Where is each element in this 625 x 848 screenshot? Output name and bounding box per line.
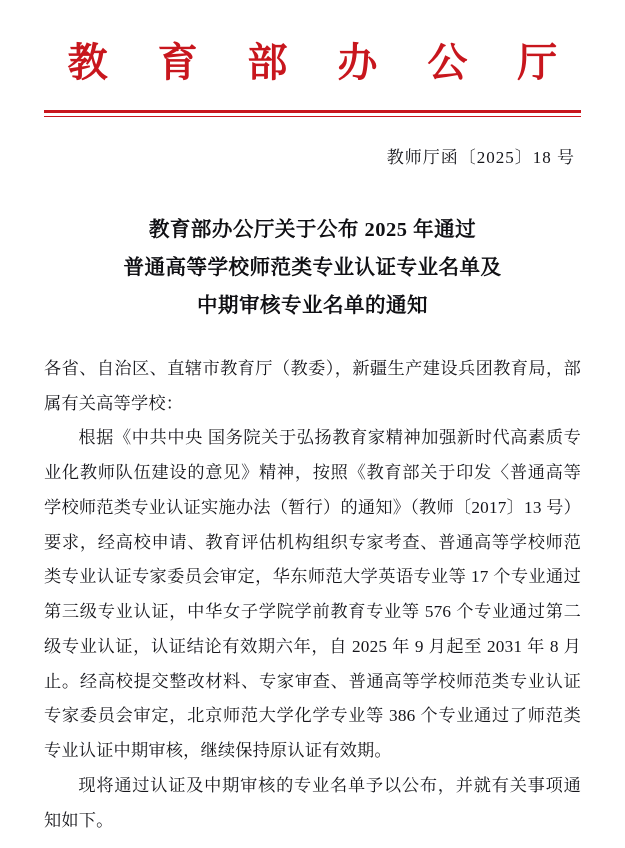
issuing-organization: 教 育 部 办 公 厅 [67,39,576,86]
document-number-row [44,143,581,168]
body-paragraph-2: 现将通过认证及中期审核的专业名单予以公布，并就有关事项通知如下。 [44,775,581,830]
masthead [44,0,581,117]
document-title-line-3: 中期审核专业名单的通知 [197,294,428,317]
masthead-rule-thin [44,116,581,117]
recipients-line: 各省、自治区、直辖市教育厅（教委），新疆生产建设兵团教育局，部属有关高等学校： [44,358,581,413]
document-title-line-2: 普通高等学校师范类专业认证专业名单及 [123,256,502,279]
masthead-rule-thick [44,110,581,113]
document-body [44,352,581,839]
document-title-line-1: 教育部办公厅关于公布 2025 年通过 [148,219,477,241]
document-title [44,212,581,326]
document-number: 教师厅函〔2025〕18 号 [386,148,575,167]
body-paragraph-1: 根据《中共中央 国务院关于弘扬教育家精神加强新时代高素质专业化教师队伍建设的意见》精神，按照《教育部关于印发〈普通高等学校师范类专业认证实施办法（暂行）的通知》（教师〔2017〕13 号）要求，经高校申请、教育评估机构组织专家考查、普通高等学校师范类专业认证专家委员会审定，华东师范大学英语专业等 17 个专业通过第三级专业认证，中华女子学院学前教育专业等 576 个专业通过第二级专业认证，认证结论有效期六年，自 2025 年 9 月起至 2031 年 8 月止。经高校提交整改材料、专家审查、普通高等学校师范类专业认证专家委员会审定，北京师范大学化学专业等 386 个专业通过了师范类专业认证中期审核，继续保持原认证有效期。 [44,428,581,761]
